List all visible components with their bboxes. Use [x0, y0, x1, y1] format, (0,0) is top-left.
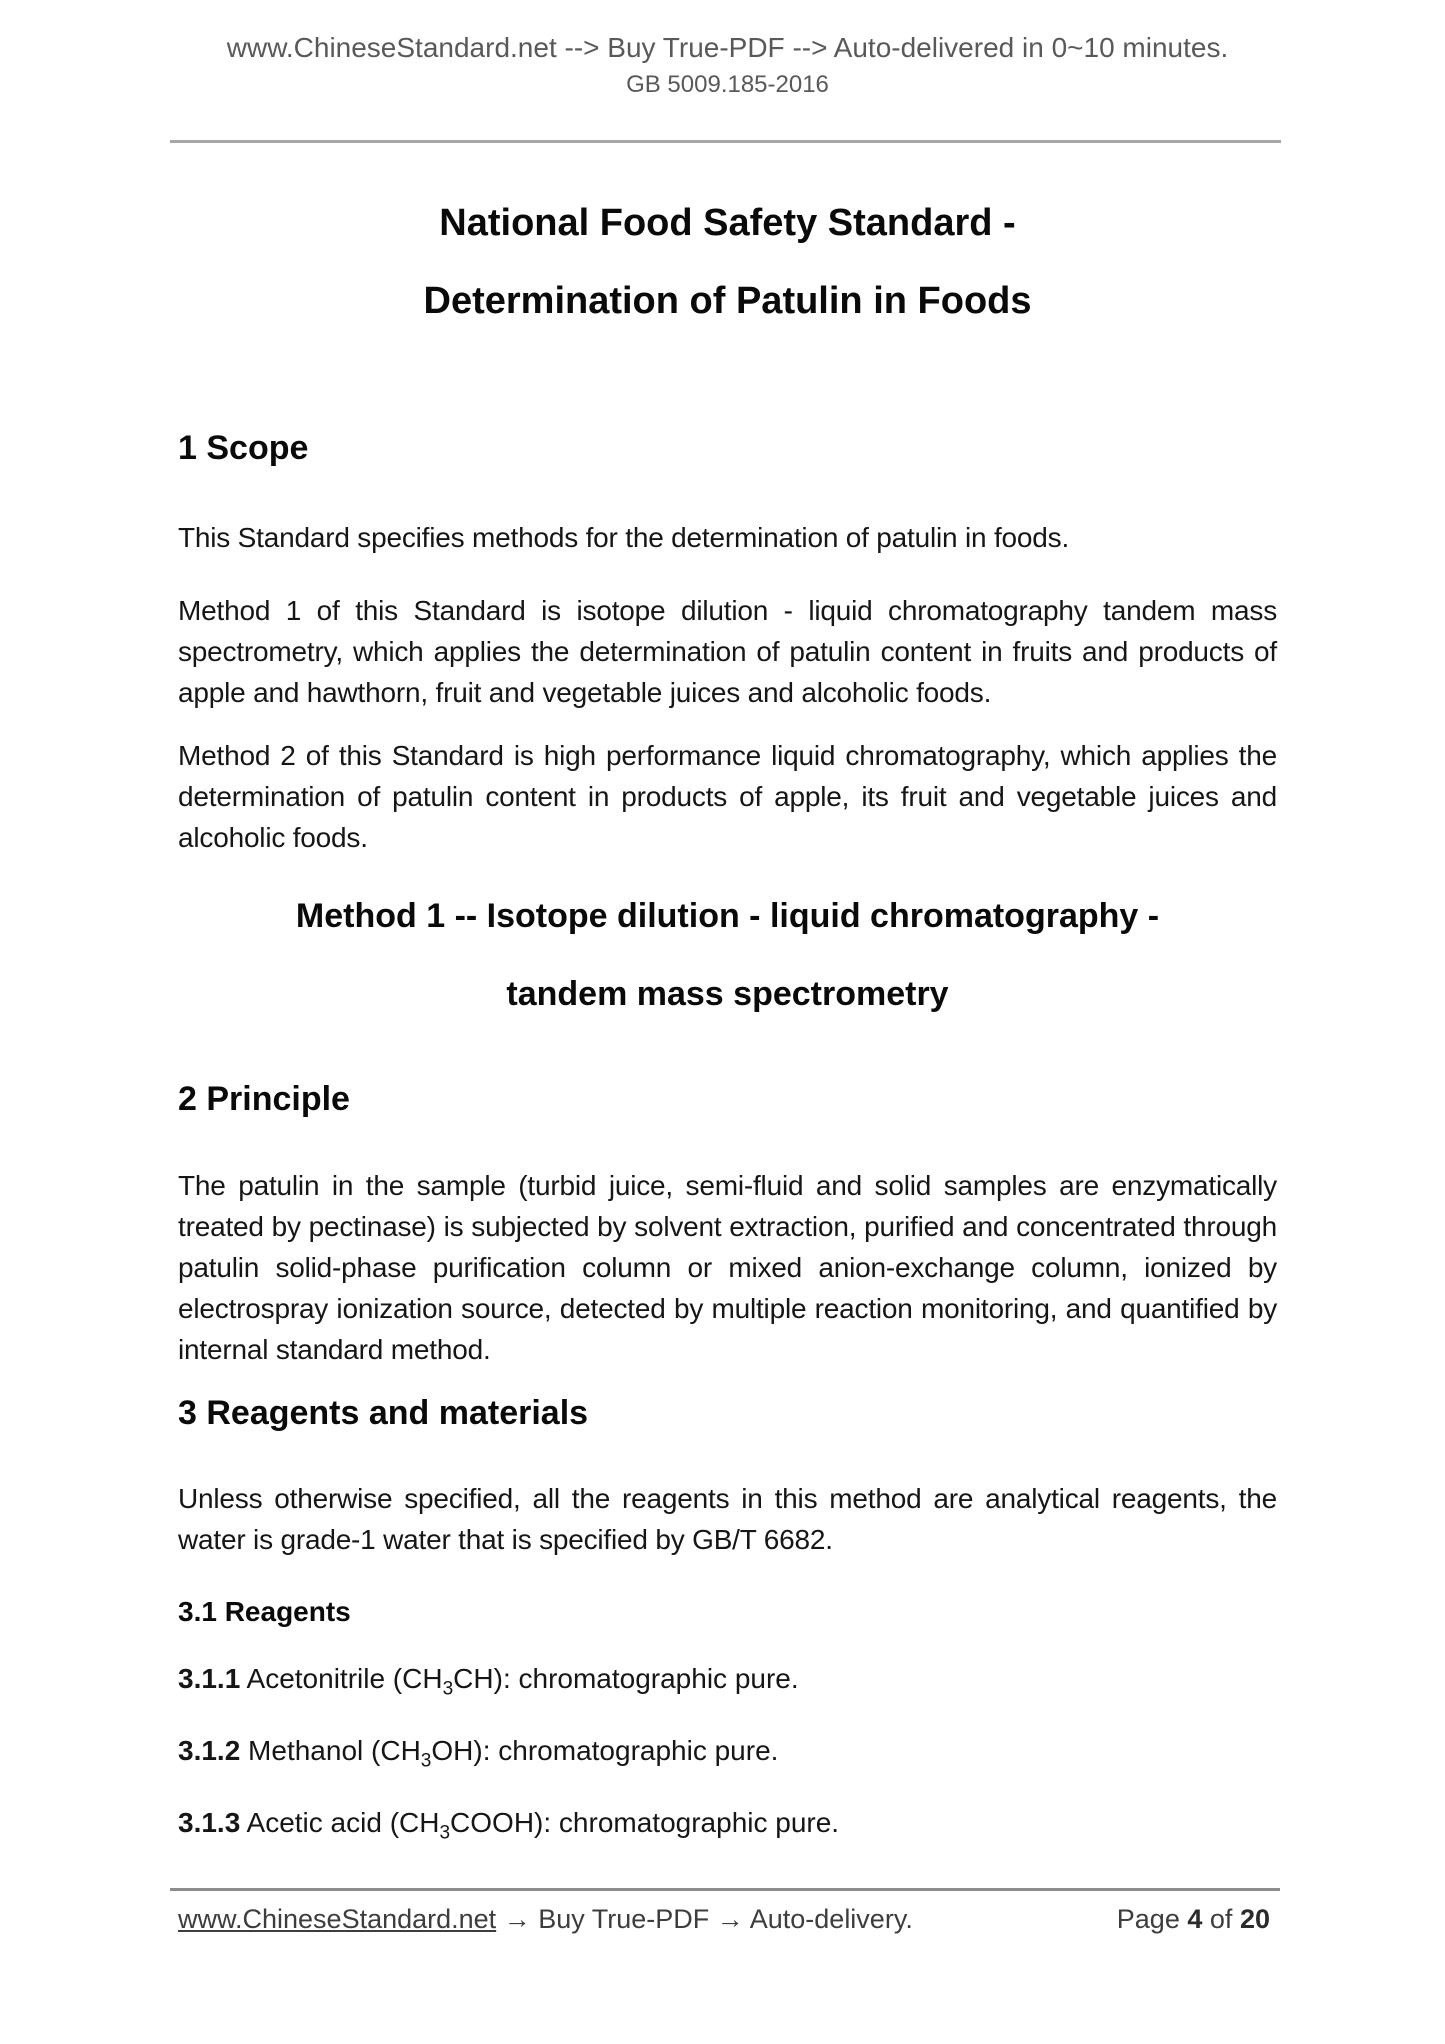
footer-divider	[170, 1888, 1280, 1891]
reagent-item-3-1-1	[178, 1658, 1277, 1699]
method1-heading-line2: tandem mass spectrometry	[506, 975, 949, 1013]
scope-paragraph-method2: Method 2 of this Standard is high performance liquid chromatography, which applies the determination of patulin content in products of apple, its fruit and vegetable juices and alcoholic foods.	[178, 740, 1277, 853]
section-heading-reagents: 3 Reagents and materials	[178, 1394, 589, 1432]
page-current: 4	[1187, 1904, 1203, 1934]
reagent-text-pre: Acetonitrile (CH	[240, 1663, 443, 1694]
principle-paragraph: The patulin in the sample (turbid juice, semi-fluid and solid samples are enzymatically treated by pectinase) is subjected by solvent extraction, purified and concentrated through patulin solid-phase purification column or mixed anion-exchange column, ionized by electrospray ionization source, detected by multiple reaction monitoring, and quantified by internal standard method.	[178, 1170, 1277, 1365]
reagent-number: 3.1.3	[178, 1807, 241, 1838]
header-doc-number: GB 5009.185-2016	[626, 71, 829, 98]
footer-site-link[interactable]: www.ChineseStandard.net	[178, 1904, 497, 1934]
reagent-number: 3.1.2	[178, 1735, 241, 1766]
document-title-line1: National Food Safety Standard -	[439, 202, 1016, 244]
page-label: Page	[1116, 1904, 1180, 1934]
section-heading-scope: 1 Scope	[178, 429, 309, 467]
document-title-line2: Determination of Patulin in Foods	[423, 280, 1032, 322]
footer-left	[178, 1901, 913, 1937]
scope-paragraph-method1: Method 1 of this Standard is isotope dilution - liquid chromatography tandem mass spectrometry, which applies the determination of patulin content in fruits and products of apple and hawthorn, fruit and vegetable juices and alcoholic foods.	[178, 595, 1277, 708]
reagents-paragraph: Unless otherwise specified, all the reagents in this method are analytical reagents, the water is grade-1 water that is specified by GB/T 6682.	[178, 1483, 1277, 1555]
reagent-text-post: COOH): chromatographic pure.	[450, 1807, 840, 1838]
reagent-subscript: 3	[420, 1750, 432, 1772]
footer-page-indicator	[1117, 1901, 1270, 1937]
reagent-text-post: OH): chromatographic pure.	[431, 1735, 779, 1766]
reagent-number: 3.1.1	[178, 1663, 241, 1694]
reagent-text-pre: Acetic acid (CH	[240, 1807, 440, 1838]
page-footer	[178, 1901, 1270, 1937]
header-banner: www.ChineseStandard.net --> Buy True-PDF --> Auto-delivered in 0~10 minutes.	[226, 32, 1229, 63]
page-content	[178, 0, 1277, 1843]
reagent-text-post: CH): chromatographic pure.	[453, 1663, 799, 1694]
page-total: 20	[1239, 1904, 1270, 1934]
of-label: of	[1209, 1904, 1233, 1934]
scope-paragraph-1: This Standard specifies methods for the determination of patulin in foods.	[178, 522, 1070, 553]
reagent-item-3-1-2	[178, 1730, 1277, 1771]
reagent-subscript: 3	[442, 1678, 454, 1700]
reagent-item-3-1-3	[178, 1802, 1277, 1843]
section-heading-principle: 2 Principle	[178, 1080, 350, 1118]
reagent-subscript: 3	[439, 1822, 451, 1844]
header-divider	[170, 140, 1281, 143]
subsection-heading-reagents: 3.1 Reagents	[178, 1596, 351, 1627]
method1-heading-line1: Method 1 -- Isotope dilution - liquid chromatography -	[295, 897, 1160, 935]
reagent-text-pre: Methanol (CH	[240, 1735, 421, 1766]
footer-tagline: → Buy True-PDF → Auto-delivery.	[496, 1904, 913, 1934]
